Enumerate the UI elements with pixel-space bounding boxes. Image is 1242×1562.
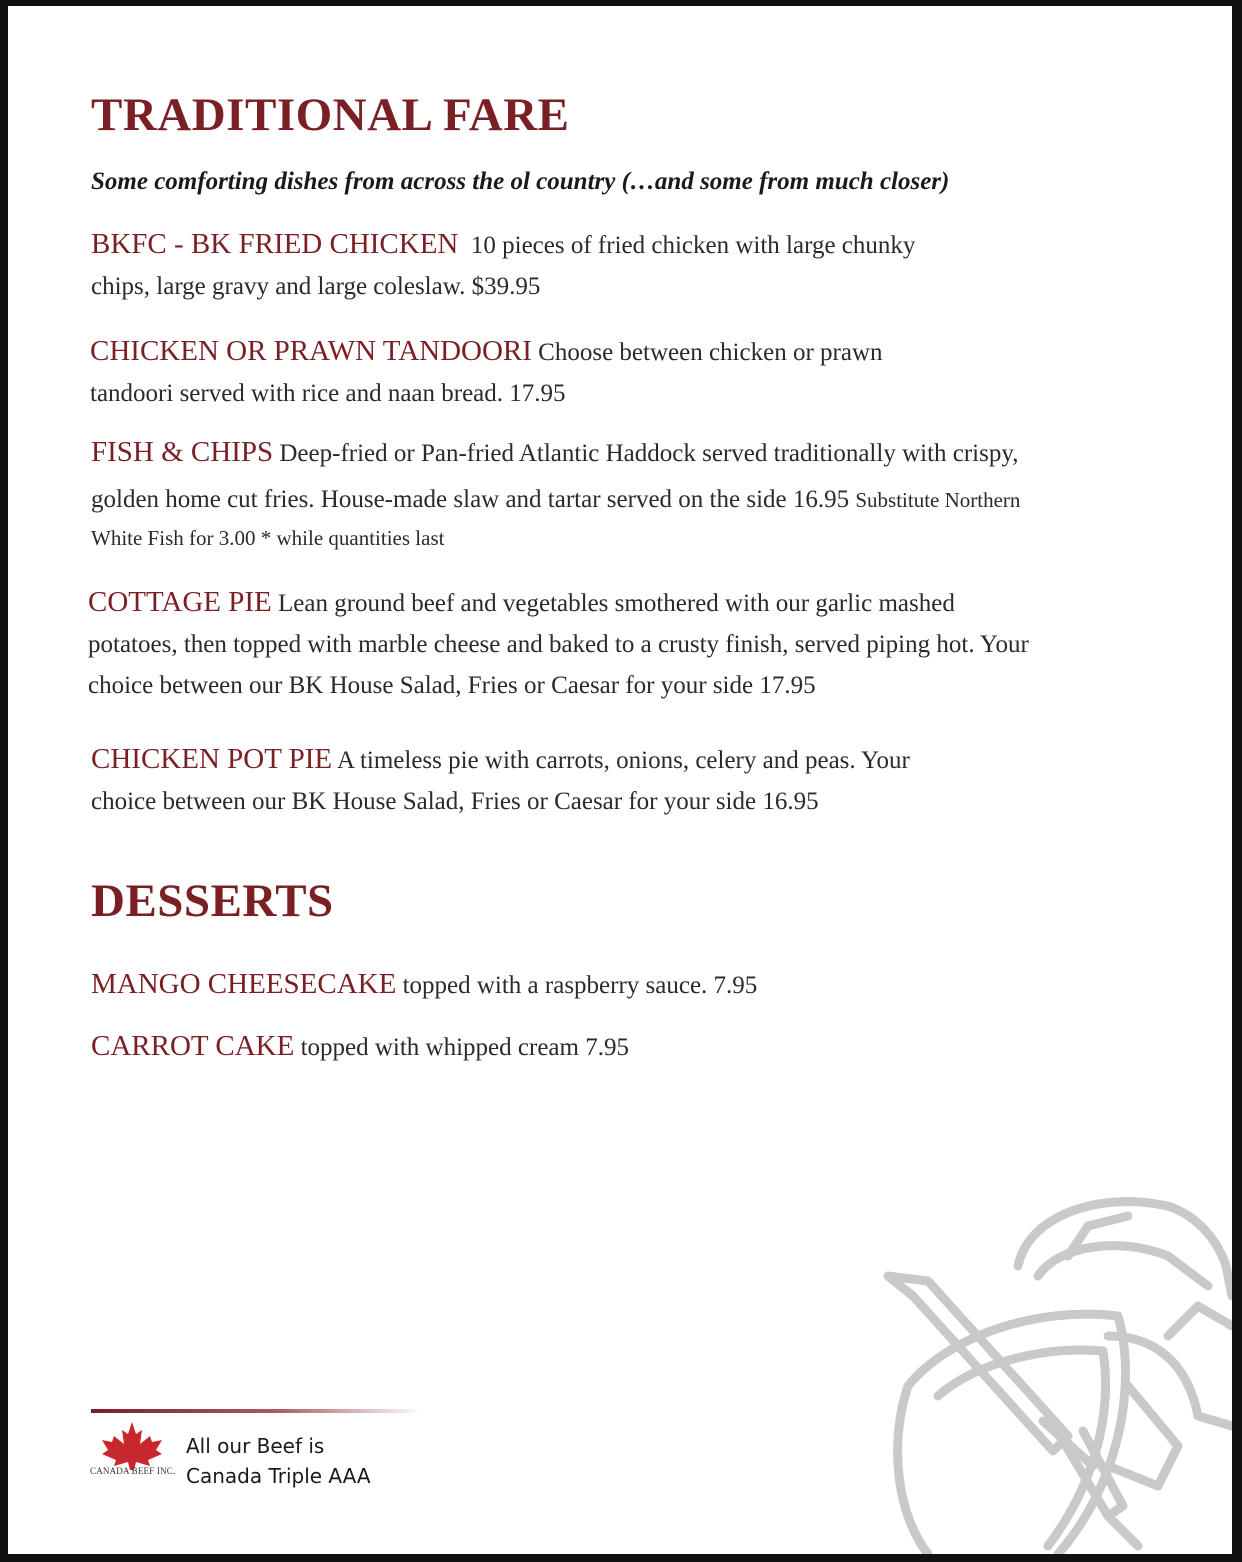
menu-item-fish-and-chips	[91, 429, 1211, 523]
beef-note	[186, 1431, 371, 1491]
item-desc: Deep-fried or Pan-fried Atlantic Haddock served traditionally with crispy,	[279, 440, 1019, 467]
menu-item-carrot-cake	[91, 1026, 1191, 1068]
traditional-tagline: Some comforting dishes from across the ol country (…and some from much closer)	[91, 168, 950, 195]
item-desc: 10 pieces of fried chicken with large chunky	[470, 232, 916, 259]
desserts-title: DESSERTS	[91, 875, 334, 927]
menu-item-chicken-pot-pie	[91, 739, 1191, 822]
item-desc: topped with whipped cream 7.95	[300, 1034, 629, 1061]
item-name: CHICKEN OR PRAWN TANDOORI	[90, 335, 532, 367]
item-desc: Choose between chicken or prawn	[538, 339, 883, 366]
item-desc: golden home cut fries. House-made slaw and tartar served on the side 16.95	[91, 486, 850, 513]
menu-item-bkfc	[91, 224, 1191, 307]
item-name: COTTAGE PIE	[88, 586, 272, 618]
item-desc: chips, large gravy and large coleslaw. $39.95	[91, 273, 541, 300]
menu-item-mango-cheesecake	[91, 964, 1191, 1006]
footer-divider	[91, 1409, 423, 1413]
menu-item-tandoori	[90, 331, 1190, 414]
knight-shield-icon	[868, 1186, 1232, 1554]
item-desc: A timeless pie with carrots, onions, celery and peas. Your	[337, 747, 910, 774]
item-note: Substitute Northern	[855, 488, 1021, 512]
logo-caption: CANADA BEEF INC.	[90, 1466, 176, 1476]
traditional-fare-title: TRADITIONAL FARE	[91, 89, 570, 141]
item-name: BKFC - BK FRIED CHICKEN	[91, 228, 459, 260]
menu-item-fish-note	[91, 521, 1191, 555]
item-note: White Fish for 3.00 * while quantities last	[91, 526, 445, 550]
item-name: CHICKEN POT PIE	[91, 743, 333, 775]
item-desc: choice between our BK House Salad, Fries or Caesar for your side 17.95	[88, 672, 816, 699]
item-desc: Lean ground beef and vegetables smothered with our garlic mashed	[278, 590, 955, 617]
beef-note-line: Canada Triple AAA	[186, 1464, 371, 1488]
item-name: CARROT CAKE	[91, 1030, 295, 1062]
item-desc: choice between our BK House Salad, Fries or Caesar for your side 16.95	[91, 788, 819, 815]
item-name: MANGO CHEESECAKE	[91, 968, 397, 1000]
menu-page	[8, 6, 1232, 1554]
item-desc: tandoori served with rice and naan bread. 17.95	[90, 380, 566, 407]
item-name: FISH & CHIPS	[91, 436, 274, 468]
item-desc: potatoes, then topped with marble cheese and baked to a crusty finish, served piping hot. Your	[88, 631, 1029, 658]
item-desc: topped with a raspberry sauce. 7.95	[402, 972, 758, 999]
beef-note-line: All our Beef is	[186, 1434, 325, 1458]
menu-item-cottage-pie	[88, 582, 1218, 706]
